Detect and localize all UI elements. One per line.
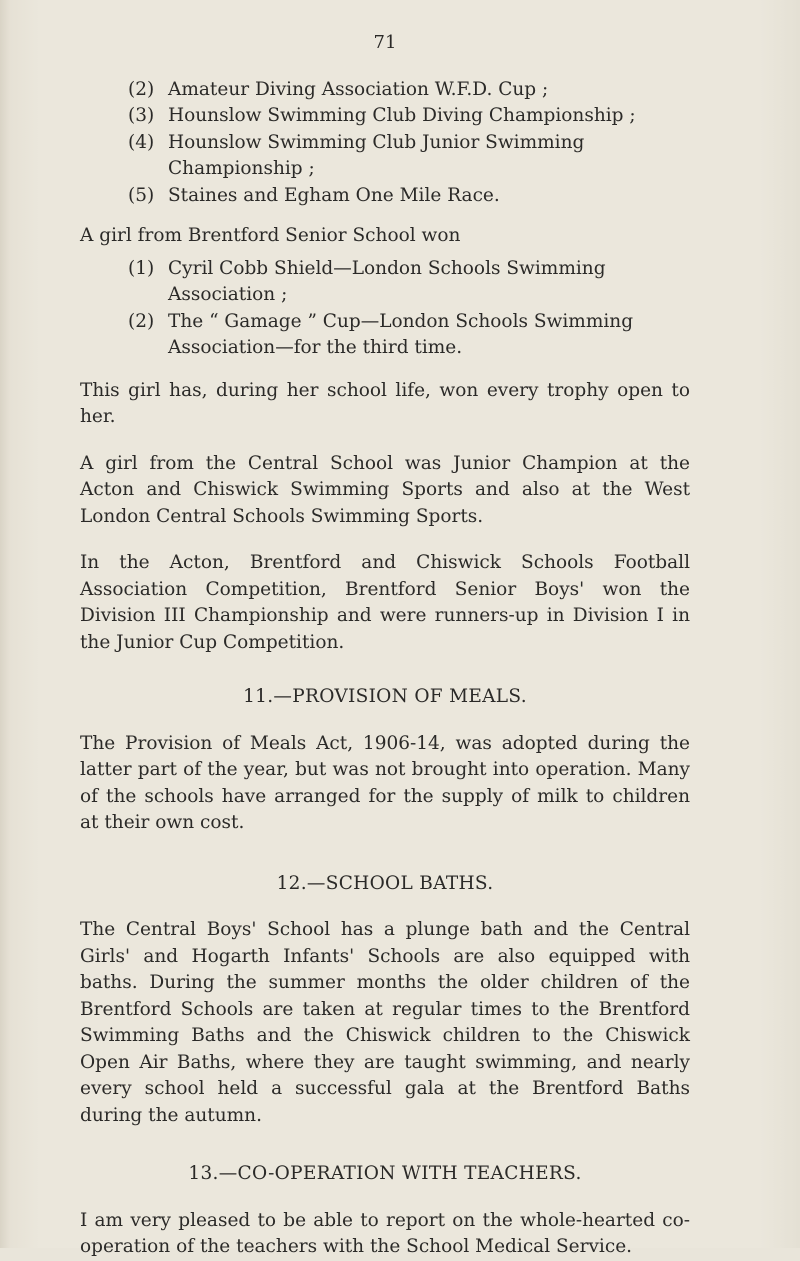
list-item xyxy=(128,183,690,210)
heading-school-baths: 12.—SCHOOL BATHS. xyxy=(276,872,494,894)
girl-intro-text xyxy=(80,223,690,250)
list-item-text: The “ Gamage ” Cup—London Schools Swimming Association—for the third time. xyxy=(168,310,634,358)
list-item-number: (2) xyxy=(128,78,155,100)
girl-intro-span: A girl from Brentford Senior School won xyxy=(80,225,461,246)
paragraph-provision-of-meals: The Provision of Meals Act, 1906-14, was adopted during the latter part of the year, but was not brought into operation. Many of the schools have arranged for the supply of milk to children at their own cost. xyxy=(80,732,690,833)
trophy-list-two xyxy=(80,256,690,362)
paragraph-cooperation-teachers: I am very pleased to be able to report on the whole-hearted co-operation of the teachers with the School Medical Service. xyxy=(80,1209,690,1257)
list-item xyxy=(128,130,690,183)
list-item-text: Hounslow Swimming Club Diving Championship ; xyxy=(168,105,636,126)
page-number: 71 xyxy=(373,32,397,53)
list-item-number: (3) xyxy=(128,105,155,126)
list-item xyxy=(128,309,690,362)
paragraph-school-baths: The Central Boys' School has a plunge bath and the Central Girls' and Hogarth Infants' Schools are also equipped with baths. During the summer months the older children of the Brentford Schools are taken at regular times to the Brentford Swimming Baths and the Chiswick children to the Chiswick Open Air Baths, where they are taught swimming, and nearly every school held a successful gala at the Brentford Baths during the autumn. xyxy=(80,919,690,1126)
list-item-number: (5) xyxy=(128,184,155,206)
list-item-number: (2) xyxy=(128,310,155,332)
list-item xyxy=(128,103,690,130)
paragraph-trophy-girl: This girl has, during her school life, won every trophy open to her. xyxy=(80,379,690,427)
list-item-text: Cyril Cobb Shield—London Schools Swimming Association ; xyxy=(168,257,606,305)
list-item-text: Staines and Egham One Mile Race. xyxy=(168,184,500,206)
list-item-number: (1) xyxy=(128,257,155,279)
list-item-text: Hounslow Swimming Club Junior Swimming Championship ; xyxy=(168,131,585,179)
list-item-text: Amateur Diving Association W.F.D. Cup ; xyxy=(168,78,549,100)
page-content xyxy=(80,30,690,1261)
paragraph-junior-champion: A girl from the Central School was Junior Champion at the Acton and Chiswick Swimming Sports and also at the West London Central Schools Swimming Sports. xyxy=(80,452,690,527)
list-item xyxy=(128,77,690,104)
heading-provision-of-meals: 11.—PROVISION OF MEALS. xyxy=(243,686,527,707)
paragraph-football: In the Acton, Brentford and Chiswick Schools Football Association Competition, Brentford Senior Boys' won the Division III Championship and were runners-up in Division I in the Junior Cup Competition. xyxy=(80,552,690,653)
list-item-number: (4) xyxy=(128,131,155,153)
trophy-list-one xyxy=(80,77,690,210)
heading-cooperation-teachers: 13.—CO-OPERATION WITH TEACHERS. xyxy=(188,1163,582,1184)
list-item xyxy=(128,256,690,309)
